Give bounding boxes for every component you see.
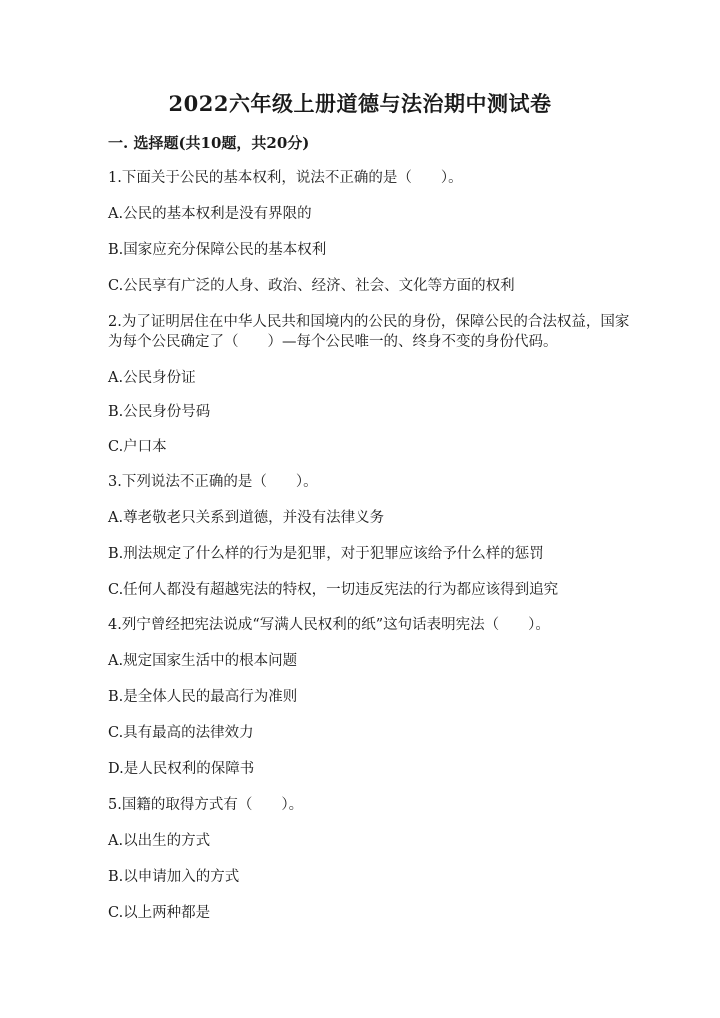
question-5-option-c: C.以上两种都是	[108, 905, 211, 921]
question-1-option-b: B.国家应充分保障公民的基本权利	[108, 242, 327, 258]
question-4-option-c: C.具有最高的法律效力	[108, 725, 254, 741]
question-2-stem: 2.为了证明居住在中华人民共和国境内的公民的身份，保障公民的合法权益，国家为每个公民确定了（ ）—每个公民唯一的、终身不变的身份代码。	[108, 314, 630, 350]
question-4-stem: 4.列宁曾经把宪法说成“写满人民权利的纸”这句话表明宪法（ ）。	[108, 617, 550, 633]
question-3-option-c: C.任何人都没有超越宪法的特权，一切违反宪法的行为都应该得到追究	[108, 582, 559, 598]
question-5-option-b: B.以申请加入的方式	[108, 869, 240, 885]
question-5-option-a: A.以出生的方式	[108, 833, 211, 849]
question-4-option-b: B.是全体人民的最高行为准则	[108, 689, 298, 705]
question-2-option-c: C.户口本	[108, 439, 167, 455]
question-2-option-a: A.公民身份证	[108, 370, 196, 386]
question-3-stem: 3.下列说法不正确的是（ ）。	[108, 474, 318, 490]
question-1-option-c: C.公民享有广泛的人身、政治、经济、社会、文化等方面的权利	[108, 278, 515, 294]
question-4-option-a: A.规定国家生活中的根本问题	[108, 653, 298, 669]
page-title: 2022六年级上册道德与法治期中测试卷	[168, 91, 552, 116]
question-3-option-b: B.刑法规定了什么样的行为是犯罪，对于犯罪应该给予什么样的惩罚	[108, 546, 544, 562]
question-5-stem: 5.国籍的取得方式有（ ）。	[108, 797, 304, 813]
question-2-option-b: B.公民身份号码	[108, 404, 211, 420]
question-1-stem: 1.下面关于公民的基本权利，说法不正确的是（ ）。	[108, 170, 463, 186]
question-4-option-d: D.是人民权利的保障书	[108, 761, 255, 777]
section-heading: 一. 选择题(共10题，共20分)	[108, 134, 310, 152]
question-1-option-a: A.公民的基本权利是没有界限的	[108, 206, 312, 222]
question-3-option-a: A.尊老敬老只关系到道德，并没有法律义务	[108, 510, 385, 526]
